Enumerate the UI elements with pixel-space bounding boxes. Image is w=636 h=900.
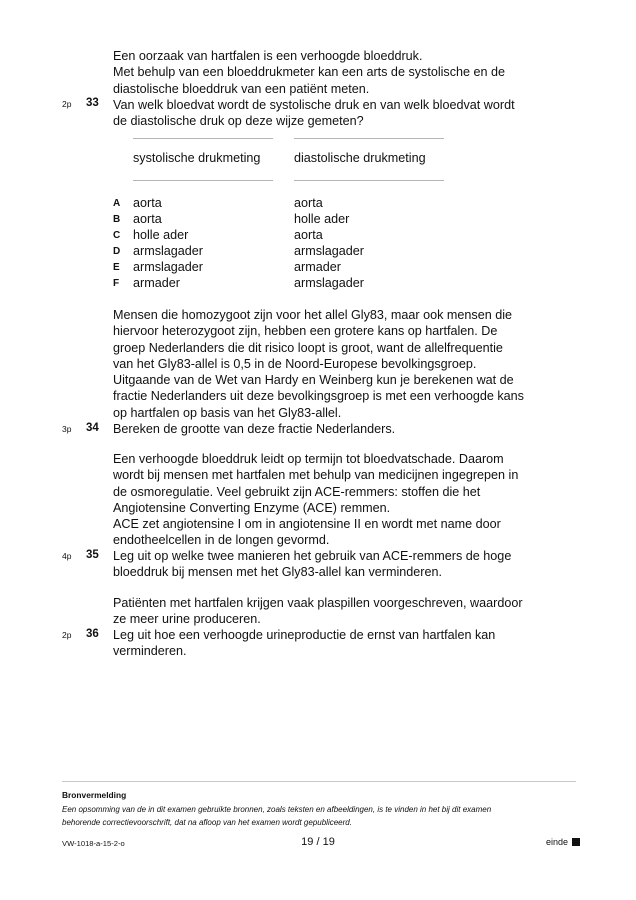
text-line: ze meer urine produceren.: [113, 612, 261, 627]
option-letter: B: [113, 214, 121, 225]
text-line: Een opsomming van de in dit examen gebruikte bronnen, zoals teksten en afbeeldingen, is te vinden in het bij dit examen: [62, 805, 492, 814]
option-systolic: aorta: [133, 212, 162, 226]
question-36-number: 36: [86, 628, 99, 640]
option-systolic: armslagader: [133, 260, 203, 274]
question-34-text: [113, 421, 593, 437]
text-line: Angiotensine Converting Enzyme (ACE) remmen.: [113, 500, 391, 515]
text-line: Een verhoogde bloeddruk leidt op termijn tot bloedvatschade. Daarom: [113, 452, 504, 466]
option-systolic: holle ader: [133, 228, 189, 242]
column-header-systolic: systolische drukmeting: [133, 151, 261, 165]
text-line: op hartfalen op basis van het Gly83-allel.: [113, 405, 342, 420]
text-line: Een oorzaak van hartfalen is een verhoogde bloeddruk.: [113, 49, 423, 63]
text-line: Bereken de grootte van deze fractie Nederlanders.: [113, 422, 396, 436]
text-line: van het Gly83-allel is 0,5 in de Noord-Europese bevolkingsgroep.: [113, 356, 477, 371]
question-35-text: [113, 548, 593, 581]
answer-option-c[interactable]: [113, 228, 413, 244]
text-line: groep Nederlanders die dit risico loopt is groot, want de allelfrequentie: [113, 340, 503, 355]
question-34-points: 3p: [62, 424, 72, 434]
answer-option-a[interactable]: [113, 196, 413, 212]
option-systolic: armader: [133, 276, 180, 290]
intro-paragraph-33: [113, 48, 593, 97]
source-text: [62, 803, 582, 829]
option-diastolic: holle ader: [294, 212, 350, 226]
text-line: de diastolische druk op deze wijze gemeten?: [113, 114, 364, 129]
text-line: Uitgaande van de Wet van Hardy en Weinberg kun je berekenen wat de: [113, 373, 514, 388]
text-line: fractie Nederlanders uit deze bevolkingsgroep is met een verhoogde kans: [113, 389, 524, 404]
question-33-number: 33: [86, 97, 99, 109]
page-number: 19 / 19: [301, 836, 335, 848]
question-36-text: [113, 627, 593, 660]
option-letter: A: [113, 198, 121, 209]
option-diastolic: aorta: [294, 228, 323, 242]
text-line: bloeddruk bij mensen met het Gly83-allel kan verminderen.: [113, 565, 443, 580]
text-line: ACE zet angiotensine I om in angiotensine II en wordt met name door: [113, 517, 501, 532]
intro-paragraph-35: [113, 451, 593, 549]
option-letter: C: [113, 230, 121, 241]
intro-paragraph-36: [113, 595, 593, 628]
option-diastolic: armader: [294, 260, 341, 274]
text-line: Leg uit hoe een verhoogde urineproductie de ernst van hartfalen kan: [113, 628, 496, 642]
answer-option-b[interactable]: [113, 212, 413, 228]
text-line: hiervoor heterozygoot zijn, hebben een grotere kans op hartfalen. De: [113, 324, 498, 339]
text-line: Mensen die homozygoot zijn voor het allel Gly83, maar ook mensen die: [113, 308, 513, 322]
text-line: Van welk bloedvat wordt de systolische druk en van welk bloedvat wordt: [113, 98, 515, 112]
text-line: de osmoregulatie. Veel gebruikt zijn ACE-remmers: stoffen die het: [113, 484, 481, 499]
end-marker: [546, 837, 580, 847]
text-line: wordt bij mensen met hartfalen met behulp van medicijnen ingegrepen in: [113, 468, 519, 483]
table-rule-top-right: [294, 138, 444, 139]
question-33-points: 2p: [62, 99, 72, 109]
question-35-number: 35: [86, 549, 99, 561]
text-line: endotheelcellen in de longen gevormd.: [113, 533, 330, 548]
option-diastolic: armslagader: [294, 276, 364, 290]
end-square-icon: [572, 838, 580, 846]
exam-code: VW-1018-a-15-2-o: [62, 839, 125, 848]
table-rule-bottom-right: [294, 180, 444, 181]
answer-option-e[interactable]: [113, 260, 413, 276]
text-line: verminderen.: [113, 644, 187, 659]
option-letter: F: [113, 278, 120, 289]
question-33-text: [113, 97, 593, 130]
question-36-points: 2p: [62, 630, 72, 640]
column-header-diastolic: diastolische drukmeting: [294, 151, 426, 165]
source-title: Bronvermelding: [62, 790, 127, 800]
option-diastolic: aorta: [294, 196, 323, 210]
option-diastolic: armslagader: [294, 244, 364, 258]
question-35-points: 4p: [62, 551, 72, 561]
text-line: Patiënten met hartfalen krijgen vaak plaspillen voorgeschreven, waardoor: [113, 596, 523, 610]
end-label: einde: [545, 837, 568, 847]
option-letter: E: [113, 262, 120, 273]
answer-option-f[interactable]: [113, 276, 413, 292]
text-line: diastolische bloeddruk van een patiënt meten.: [113, 81, 370, 96]
text-line: behorende correctievoorschrift, dat na afloop van het examen wordt gepubliceerd.: [62, 818, 352, 827]
answer-option-d[interactable]: [113, 244, 413, 260]
text-line: Leg uit op welke twee manieren het gebruik van ACE-remmers de hoge: [113, 549, 512, 563]
footer-divider: [62, 781, 576, 782]
table-rule-top-left: [133, 138, 273, 139]
option-systolic: aorta: [133, 196, 162, 210]
intro-paragraph-34: [113, 307, 593, 421]
question-34-number: 34: [86, 422, 99, 434]
option-letter: D: [113, 246, 121, 257]
text-line: Met behulp van een bloeddrukmeter kan een arts de systolische en de: [113, 65, 506, 80]
table-rule-bottom-left: [133, 180, 273, 181]
option-systolic: armslagader: [133, 244, 203, 258]
